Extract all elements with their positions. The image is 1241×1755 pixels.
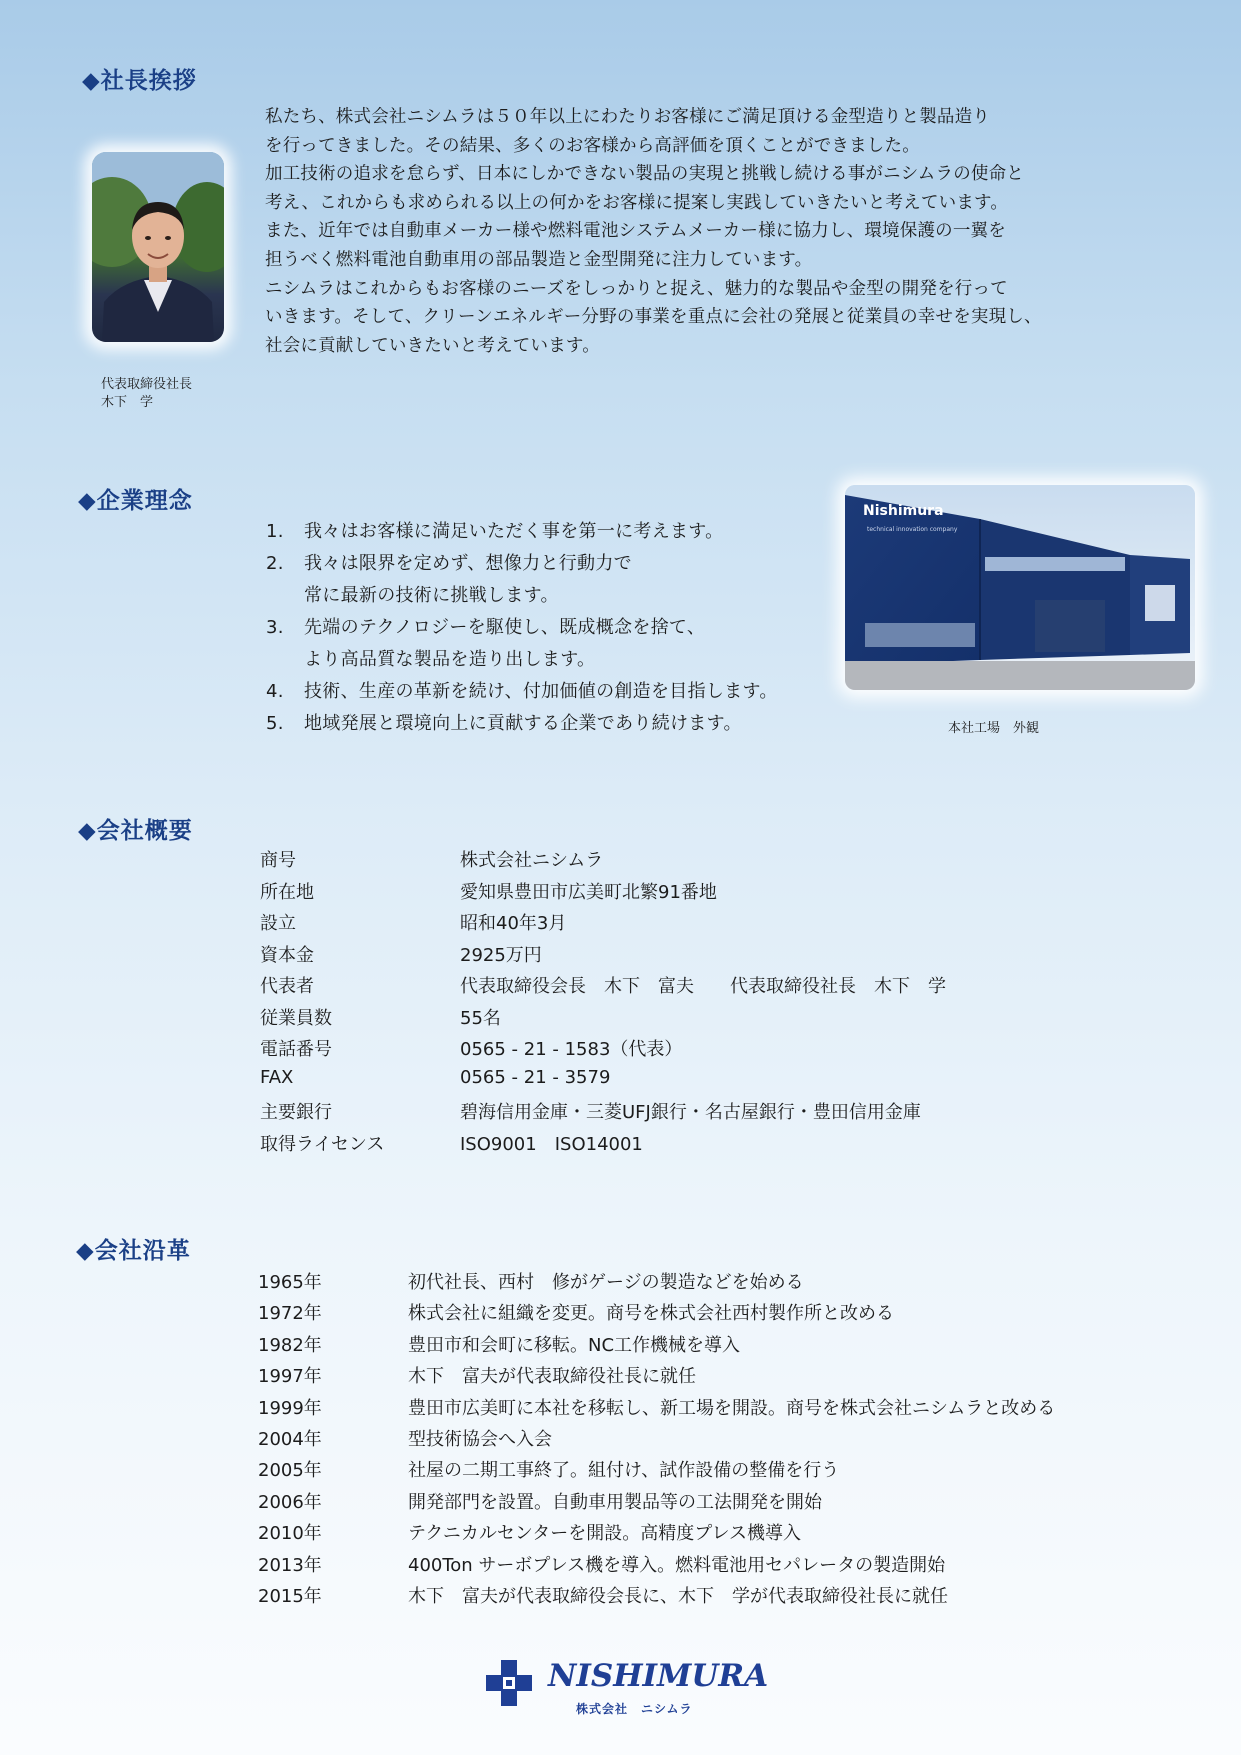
history-year: 1982年: [258, 1334, 322, 1356]
overview-key: 主要銀行: [260, 1102, 332, 1123]
president-photo: [92, 152, 224, 342]
overview-value: 昭和40年3月: [460, 913, 567, 934]
overview-value: 株式会社ニシムラ: [460, 850, 604, 871]
history-year: 2010年: [258, 1523, 322, 1545]
factory-building-image: [845, 485, 1195, 690]
overview-key: 電話番号: [260, 1039, 332, 1060]
history-year: 2005年: [258, 1460, 322, 1482]
factory-sign-text: Nishimura: [863, 503, 944, 519]
overview-key: 従業員数: [260, 1007, 332, 1029]
nishimura-logo: [486, 1656, 769, 1726]
overview-value: 代表取締役会長 木下 富夫 代表取締役社長 木下 学: [460, 976, 946, 997]
overview-key: 所在地: [260, 881, 314, 903]
history-year: 1972年: [258, 1303, 322, 1325]
philosophy-item-number: 2.: [266, 553, 284, 574]
history-event: 400Ton サーボプレス機を導入。燃料電池用セパレータの製造開始: [408, 1554, 946, 1576]
logo-wordmark: NISHIMURA: [548, 1658, 769, 1694]
overview-key: 商号: [260, 850, 296, 871]
greeting-line: 考え、これからも求められる以上の何かをお客様に提案し実践していきたいと考えています。: [265, 192, 1009, 213]
philosophy-item-text: 先端のテクノロジーを駆使し、既成概念を捨て、: [304, 617, 706, 638]
overview-key: FAX: [260, 1066, 294, 1088]
overview-value: ISO9001 ISO14001: [460, 1133, 643, 1155]
philosophy-list: [266, 516, 826, 740]
factory-caption: 本社工場 外観: [948, 721, 1040, 736]
overview-key: 資本金: [260, 944, 314, 966]
factory-photo: [845, 485, 1195, 690]
logo-subtitle: 株式会社 ニシムラ: [576, 1702, 693, 1716]
history-event: 豊田市広美町に本社を移転し、新工場を開設。商号を株式会社ニシムラと改める: [408, 1397, 1056, 1419]
greeting-line: 私たち、株式会社ニシムラは５０年以上にわたりお客様にご満足頂ける金型造りと製品造り: [265, 107, 990, 127]
history-heading: ◆会社沿革: [76, 1238, 191, 1264]
philosophy-heading: ◆企業理念: [78, 488, 193, 514]
philosophy-item-number: 3.: [266, 617, 284, 638]
greeting-message: [265, 103, 1165, 360]
president-portrait-image: [92, 152, 224, 342]
history-event: 社屋の二期工事終了。組付け、試作設備の整備を行う: [408, 1460, 840, 1482]
history-year: 2006年: [258, 1491, 322, 1513]
philosophy-item: [266, 708, 826, 740]
history-year: 2004年: [258, 1428, 322, 1450]
overview-heading: ◆会社概要: [78, 818, 193, 844]
overview-value: 2925万円: [460, 944, 542, 966]
history-year: 1999年: [258, 1397, 322, 1419]
philosophy-item-number: 1.: [266, 521, 284, 542]
overview-key: 設立: [260, 913, 296, 934]
greeting-line: また、近年では自動車メーカー様や燃料電池システムメーカー様に協力し、環境保護の一翼を: [265, 221, 1006, 242]
history-year: 1997年: [258, 1366, 322, 1388]
greeting-line: 社会に貢献していきたいと考えています。: [265, 335, 600, 356]
overview-value: 愛知県豊田市広美町北繁91番地: [460, 881, 717, 903]
greeting-line: 加工技術の追求を怠らず、日本にしかできない製品の実現と挑戦し続ける事がニシムラの使命と: [265, 164, 1024, 185]
philosophy-item: [266, 612, 826, 644]
history-event: 株式会社に組織を変更。商号を株式会社西村製作所と改める: [408, 1303, 894, 1325]
overview-value: 碧海信用金庫・三菱UFJ銀行・名古屋銀行・豊田信用金庫: [460, 1102, 921, 1123]
history-event: 開発部門を設置。自動車用製品等の工法開発を開始: [408, 1491, 822, 1513]
overview-key: 代表者: [260, 976, 314, 997]
greeting-line: ニシムラはこれからもお客様のニーズをしっかりと捉え、魅力的な製品や金型の開発を行って: [265, 278, 1008, 299]
greeting-line: いきます。そして、クリーンエネルギー分野の事業を重点に会社の発展と従業員の幸せを実現し、: [265, 307, 1042, 328]
history-event: 木下 富夫が代表取締役会長に、木下 学が代表取締役社長に就任: [408, 1585, 948, 1607]
greeting-heading: ◆社長挨拶: [82, 68, 197, 94]
philosophy-item-text: 我々はお客様に満足いただく事を第一に考えます。: [304, 521, 724, 542]
overview-value: 55名: [460, 1007, 501, 1029]
philosophy-item-text: 地域発展と環境向上に貢献する企業であり続けます。: [304, 713, 742, 734]
philosophy-item-number: 5.: [266, 713, 284, 734]
history-event: 木下 富夫が代表取締役社長に就任: [408, 1366, 696, 1388]
history-year: 2013年: [258, 1554, 322, 1576]
history-event: テクニカルセンターを開設。高精度プレス機導入: [408, 1523, 801, 1545]
philosophy-item: [266, 516, 826, 548]
philosophy-item-text: 技術、生産の革新を続け、付加価値の創造を目指します。: [304, 681, 778, 702]
factory-subsign-text: technical innovation company: [867, 526, 958, 533]
president-caption-title: 代表取締役社長: [101, 377, 193, 392]
philosophy-item: [266, 548, 826, 580]
overview-value: 0565 - 21 - 1583（代表）: [460, 1039, 683, 1060]
history-event: 型技術協会へ入会: [408, 1428, 552, 1450]
history-year: 2015年: [258, 1585, 322, 1607]
philosophy-item-continuation: 常に最新の技術に挑戦します。: [304, 585, 559, 606]
overview-value: 0565 - 21 - 3579: [460, 1066, 611, 1088]
cross-logo-icon: [486, 1660, 532, 1706]
history-year: 1965年: [258, 1272, 322, 1293]
overview-key: 取得ライセンス: [260, 1133, 385, 1155]
history-event: 初代社長、西村 修がゲージの製造などを始める: [408, 1272, 804, 1293]
greeting-line: 担うべく燃料電池自動車用の部品製造と金型開発に注力しています。: [265, 249, 813, 270]
president-caption-name: 木下 学: [101, 395, 154, 410]
greeting-line: を行ってきました。その結果、多くのお客様から高評価を頂くことができました。: [265, 135, 920, 156]
philosophy-item: [266, 676, 826, 708]
philosophy-item-continuation: より高品質な製品を造り出します。: [304, 649, 596, 670]
history-event: 豊田市和会町に移転。NC工作機械を導入: [408, 1334, 741, 1356]
philosophy-item-number: 4.: [266, 681, 284, 702]
philosophy-item-text: 我々は限界を定めず、想像力と行動力で: [304, 553, 632, 574]
